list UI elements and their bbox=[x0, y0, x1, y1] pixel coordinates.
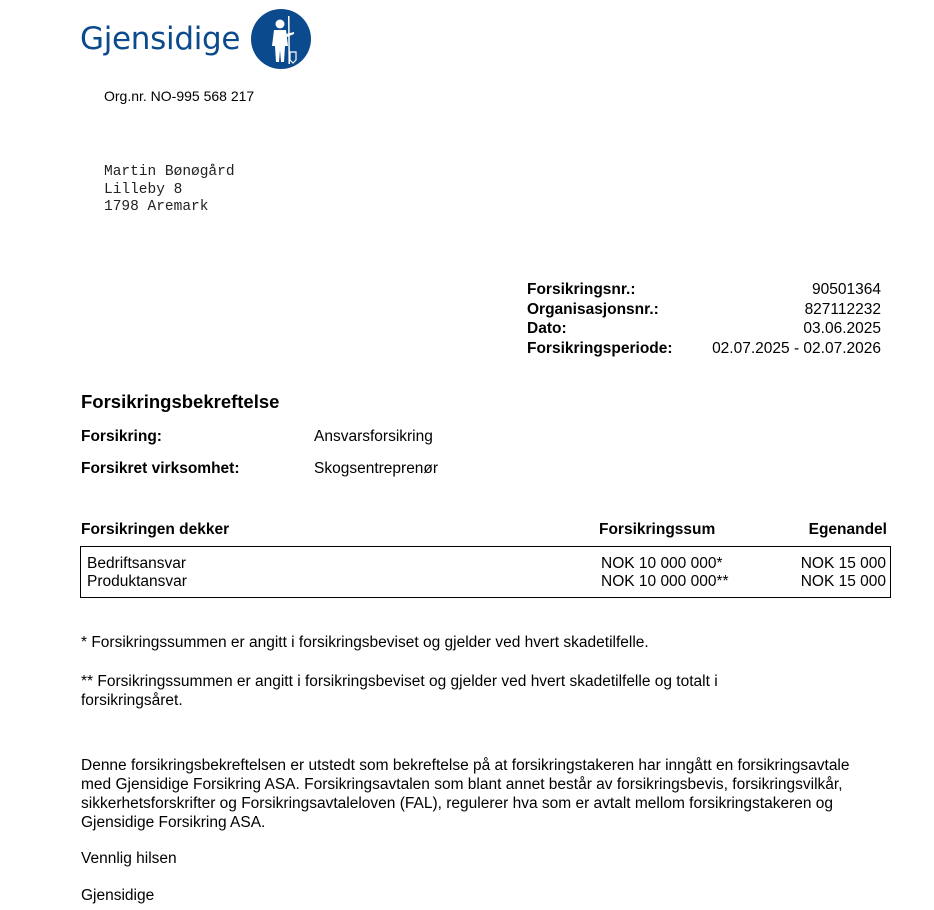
table-row bbox=[81, 555, 890, 573]
coverage-deductible: NOK 15 000 bbox=[800, 555, 886, 572]
recipient-postal: 1798 Aremark bbox=[104, 199, 209, 215]
meta-row-policy-number bbox=[527, 280, 881, 300]
info-label: Forsikret virksomhet: bbox=[81, 460, 240, 477]
table-row bbox=[81, 573, 890, 591]
brand-name: Gjensidige bbox=[80, 21, 241, 57]
meta-label: Forsikringsnr.: bbox=[527, 281, 636, 298]
coverage-sum: NOK 10 000 000* bbox=[601, 555, 723, 572]
meta-label: Forsikringsperiode: bbox=[527, 339, 673, 357]
meta-label: Organisasjonsnr.: bbox=[527, 300, 659, 318]
header-deductible: Egenandel bbox=[808, 521, 887, 538]
coverage-table bbox=[80, 546, 891, 598]
coverage-name: Produktansvar bbox=[87, 573, 187, 590]
footnote-single-asterisk: * Forsikringssummen er angitt i forsikringsbeviset og gjelder ved hvert skadetilfelle. bbox=[81, 634, 649, 651]
coverage-deductible: NOK 15 000 bbox=[800, 573, 886, 590]
org-number: Org.nr. NO-995 568 217 bbox=[104, 88, 255, 104]
header-coverage: Forsikringen dekker bbox=[81, 521, 230, 538]
coverage-table-header bbox=[81, 521, 887, 541]
meta-value: 03.06.2025 bbox=[803, 320, 881, 337]
info-value: Skogsentreprenør bbox=[314, 460, 439, 477]
meta-row-period bbox=[527, 339, 881, 359]
meta-value: 90501364 bbox=[812, 281, 881, 298]
recipient-name: Martin Bønøgård bbox=[104, 164, 235, 180]
policy-meta bbox=[527, 280, 881, 358]
meta-row-org-number bbox=[527, 300, 881, 320]
confirmation-text: Denne forsikringsbekreftelsen er utstedt som bekreftelse på at forsikringstakeren har inngått en forsikringsavtale med Gjensidige Forsikring ASA. Forsikringsavtalen som blant annet består av forsikringsbevis, forsikringsvilkår, sikkerhetsforskrifter og Forsikringsavtaleloven (FAL), regulerer hva som er avtalt mellom forsikringstakeren og Gjensidige Forsikring ASA. bbox=[81, 757, 850, 831]
coverage-sum: NOK 10 000 000** bbox=[601, 573, 729, 590]
meta-value: 02.07.2025 - 02.07.2026 bbox=[712, 339, 881, 357]
document-title: Forsikringsbekreftelse bbox=[81, 391, 280, 412]
signature: Gjensidige bbox=[81, 887, 155, 904]
header-sum: Forsikringssum bbox=[599, 521, 716, 538]
recipient-street: Lilleby 8 bbox=[104, 181, 183, 198]
info-label: Forsikring: bbox=[81, 428, 162, 445]
meta-value: 827112232 bbox=[804, 300, 881, 318]
closing-greeting: Vennlig hilsen bbox=[81, 850, 177, 867]
recipient-address bbox=[104, 164, 235, 217]
meta-label: Dato: bbox=[527, 320, 567, 337]
coverage-name: Bedriftsansvar bbox=[87, 555, 187, 572]
footnote-double-asterisk: ** Forsikringssummen er angitt i forsikringsbeviset og gjelder ved hvert skadetilfelle og totalt i forsikringsåret. bbox=[81, 673, 718, 709]
company-logo bbox=[80, 8, 312, 70]
meta-row-date bbox=[527, 319, 881, 339]
knight-shield-icon bbox=[250, 8, 312, 70]
info-value: Ansvarsforsikring bbox=[314, 428, 433, 445]
